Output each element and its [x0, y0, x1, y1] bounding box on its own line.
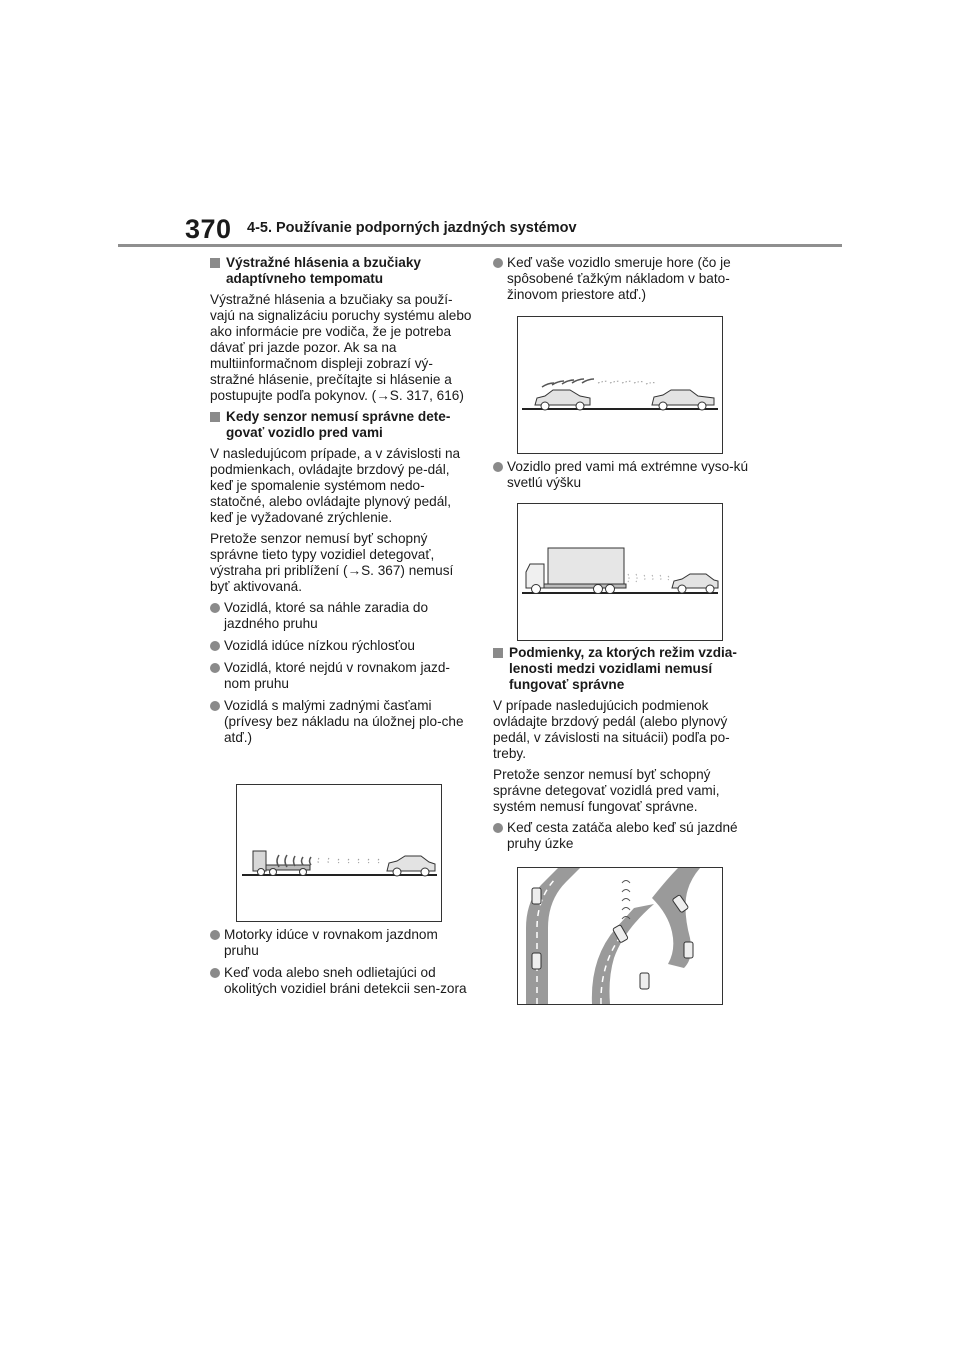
list-item: Keď vaše vozidlo smeruje hore (čo je spôsobené ťažkým nákladom v bato-žinovom priestore atď.) [493, 255, 755, 303]
left-column-bottom [210, 927, 472, 1003]
list-item: Vozidlo pred vami má extrémne vyso-kú svetlú výšku [493, 459, 755, 491]
round-bullet-icon [493, 258, 503, 268]
paragraph: Výstražné hlásenia a bzučiaky sa použí-vajú na signalizáciu poruchy systému alebo ako informácie pre vodiča, že je potreba dávať pri jazde pozor. Ak sa na multiinformačnom displeji zobrazí vý-stražné hlásenie, prečítajte si hlásenie a postupujte podľa pokynov. (→S. 317, 616) [210, 292, 472, 403]
list-item: Vozidlá idúce nízkou rýchlosťou [210, 638, 472, 654]
round-bullet-icon [210, 663, 220, 673]
right-column-top [493, 255, 755, 309]
list-item: Vozidlá, ktoré sa náhle zaradia do jazdného pruhu [210, 600, 472, 632]
heading-text: Kedy senzor nemusí správne dete-govať vozidlo pred vami [226, 409, 451, 440]
square-bullet-icon [210, 412, 220, 422]
heading-distance-mode [493, 645, 755, 693]
paragraph: V nasledujúcom prípade, a v závislosti na podmienkach, ovládajte brzdový pe-dál, keď je spomalenie systémom nedo-statočné, alebo ovládajte plynový pedál, keď je vyžadované zrýchlenie. [210, 446, 461, 525]
square-bullet-icon [210, 258, 220, 268]
section-title: 4-5. Používanie podporných jazdných systémov [247, 220, 577, 236]
list-item: Vozidlá s malými zadnými časťami (prívesy bez nákladu na úložnej plo-che atď.) [210, 698, 472, 746]
page-number: 370 [185, 214, 232, 244]
round-bullet-icon [210, 603, 220, 613]
square-bullet-icon [493, 648, 503, 658]
illustration-curved-roads [517, 867, 723, 1005]
paragraph: Pretože senzor nemusí byť schopný správne detegovať vozidlá pred vami, systém nemusí fungovať správne. [493, 767, 720, 814]
round-bullet-icon [210, 701, 220, 711]
round-bullet-icon [493, 823, 503, 833]
round-bullet-icon [493, 462, 503, 472]
left-column [210, 255, 472, 752]
list-item: Motorky idúce v rovnakom jazdnom pruhu [210, 927, 472, 959]
header-divider [118, 244, 842, 247]
illustration-high-truck [517, 503, 723, 641]
heading-warnings [210, 255, 472, 287]
paragraph: V prípade nasledujúcich podmienok ovládajte brzdový pedál (alebo plynový pedál, v závislosti na situácii) podľa po-treby. [493, 698, 730, 761]
right-column-bottom [493, 645, 755, 858]
heading-sensor-detection [210, 409, 472, 441]
paragraph: Pretože senzor nemusí byť schopný správne tieto typy vozidiel detegovať, výstraha pri priblížení (→S. 367) nemusí byť aktivovaná. [210, 531, 454, 594]
list-item: Keď voda alebo sneh odlietajúci od okolitých vozidiel bráni detekcii sen-zora [210, 965, 472, 997]
heading-text: Výstražné hlásenia a bzučiaky adaptívneho tempomatu [226, 255, 421, 286]
heading-text: Podmienky, za ktorých režim vzdia-lenosti medzi vozidlami nemusí fungovať správne [509, 645, 737, 692]
illustration-low-trailer [236, 784, 442, 922]
list-item: Vozidlá, ktoré nejdú v rovnakom jazd-nom pruhu [210, 660, 472, 692]
round-bullet-icon [210, 930, 220, 940]
list-item: Keď cesta zatáča alebo keď sú jazdné pruhy úzke [493, 820, 755, 852]
round-bullet-icon [210, 641, 220, 651]
illustration-vehicle-tilted [517, 316, 723, 454]
right-column-mid [493, 459, 755, 497]
page-header [185, 214, 845, 254]
round-bullet-icon [210, 968, 220, 978]
